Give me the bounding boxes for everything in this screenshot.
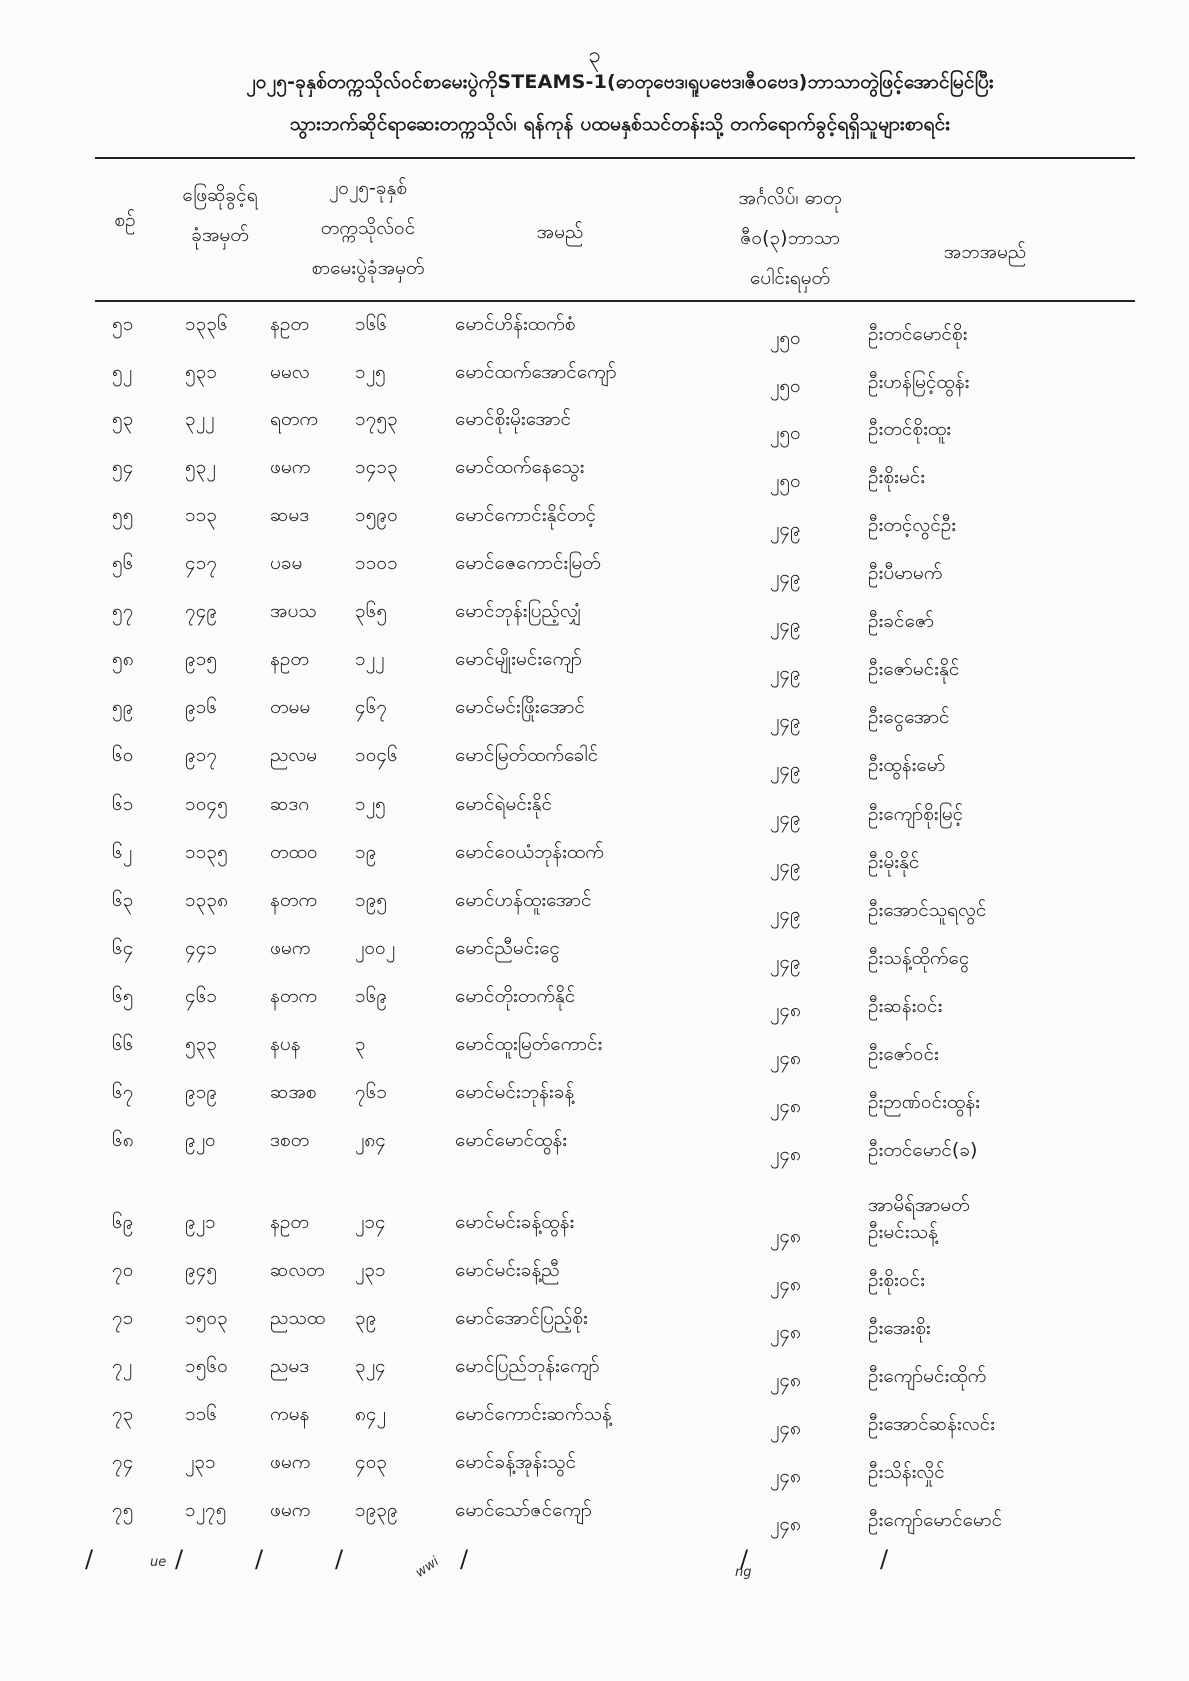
serial-cell: ၅၄: [112, 456, 134, 478]
township-code-cell: တထဝ: [270, 841, 318, 863]
permit-no-cell: ၉၁၉: [185, 1081, 218, 1103]
exam-roll-cell: ၃: [355, 1033, 366, 1055]
father-name-cell: ဦးဆန်းဝင်း: [868, 995, 943, 1017]
student-name-cell: မောင်စိုးမိုးအောင်: [455, 408, 572, 430]
header-score-line: ပေါင်းရမှတ်: [749, 267, 831, 289]
exam-roll-cell: ၁၉၃၉: [355, 1499, 398, 1521]
exam-roll-cell: ၄၀၃: [355, 1451, 388, 1473]
serial-cell: ၆၂: [112, 841, 133, 863]
exam-roll-cell: ၂၀၀၂: [355, 937, 396, 959]
father-name-cell: ဦးပီမာမက်: [868, 562, 943, 584]
township-code-cell: ညမဒ: [270, 1355, 310, 1377]
table-row: [0, 984, 1189, 1032]
exam-roll-cell: ၁၂၅: [355, 361, 386, 383]
serial-cell: ၇၃: [112, 1403, 134, 1425]
slash-mark: /: [175, 1545, 184, 1573]
father-name-cell: ဦးတင့်လွင်ဦး: [868, 514, 957, 536]
township-code-cell: နတက: [270, 889, 317, 911]
student-name-cell: မောင်ဟန်ထူးအောင်: [455, 889, 592, 911]
township-code-cell: ဆမဒ: [270, 504, 310, 526]
student-name-cell: မောင်ကောင်းဆက်သန့်: [455, 1403, 612, 1425]
father-name-cell: ဦးတင်စိုးထူး: [868, 418, 952, 440]
father-name-cell: ဦးဉာဏ်ဝင်းထွန်း: [868, 1091, 980, 1113]
header-score: [700, 178, 880, 298]
score-cell: ၂၄၉: [770, 903, 801, 925]
permit-no-cell: ၃၂၂: [185, 408, 215, 430]
student-name-cell: မောင်အောင်ပြည့်စိုး: [455, 1307, 588, 1329]
permit-no-cell: ၁၅၆၀: [185, 1355, 228, 1377]
score-cell: ၂၄၈: [770, 1047, 801, 1069]
table-row: [0, 695, 1189, 743]
score-cell: ၂၄၈: [770, 1225, 801, 1247]
student-name-cell: မောင်ထူးမြတ်ကောင်း: [455, 1033, 603, 1055]
exam-roll-cell: ၃၉: [355, 1307, 377, 1329]
exam-roll-cell: ၁၀၄၆: [355, 744, 398, 766]
exam-roll-cell: ၁၉၅: [355, 889, 388, 911]
table-row: [0, 1498, 1189, 1546]
exam-roll-cell: ၇၆၁: [355, 1081, 388, 1103]
student-name-cell: မောင်ဘုန်းပြည့်လျှံ: [455, 600, 582, 622]
header-exam-line: စာမေးပွဲခုံအမှတ်: [311, 257, 425, 279]
permit-no-cell: ၅၃၃: [185, 1033, 218, 1055]
township-code-cell: ဆဒဂ: [270, 793, 310, 815]
student-name-cell: မောင်မြတ်ထက်ခေါင်: [455, 744, 599, 766]
handwritten-initial: ng: [735, 1565, 752, 1580]
permit-no-cell: ၁၅၀၃: [185, 1307, 228, 1329]
exam-roll-cell: ၈၄၂: [355, 1403, 386, 1425]
father-name-cell: ဦးတင်မောင်(ခ): [868, 1139, 978, 1161]
document-title-line-1: ၂၀၂၅-ခုနှစ်တက္ကသိုလ်ဝင်စာမေးပွဲကိုSTEAMS-1(ဓာတုဗေဒ၊ရူပဗေဒ၊ဇီဝဗေဒ)ဘာသာတွဲဖြင့်အောင်မြင်ပြီး: [246, 71, 994, 93]
page-number: ၃: [588, 43, 601, 68]
exam-roll-cell: ၂၈၄: [355, 1129, 386, 1151]
permit-no-cell: ၉၁၇: [185, 744, 218, 766]
permit-no-cell: ၁၃၃၆: [185, 313, 228, 335]
table-row: [0, 312, 1189, 360]
exam-roll-cell: ၃၆၅: [355, 600, 388, 622]
header-exam-line: တက္ကသိုလ်ဝင်: [320, 217, 416, 239]
permit-no-cell: ၄၆၁: [185, 985, 218, 1007]
score-cell: ၂၄၉: [770, 566, 801, 588]
student-name-cell: မောင်ထက်နေသွေး: [455, 456, 585, 478]
score-cell: ၂၄၉: [770, 518, 801, 540]
score-cell: ၂၄၉: [770, 855, 801, 877]
header-permit-line: ဖြေဆိုခွင့်ရ: [182, 184, 258, 206]
score-cell: ၂၄၈: [770, 999, 801, 1021]
exam-roll-cell: ၁၄၁၃: [355, 456, 398, 478]
header-permit-line: ခုံအမှတ်: [191, 224, 249, 246]
permit-no-cell: ၁၂၇၅: [185, 1499, 227, 1521]
student-name-cell: မောင်မင်းဖြိုးအောင်: [455, 696, 585, 718]
student-name-cell: မောင်ညီမင်းငွေ: [455, 937, 560, 959]
score-cell: ၂၄၈: [770, 1095, 801, 1117]
score-cell: ၂၅၀: [770, 327, 801, 349]
permit-no-cell: ၁၁၆: [185, 1403, 218, 1425]
township-code-cell: ဖမက: [270, 456, 311, 478]
serial-cell: ၇၂: [112, 1355, 133, 1377]
permit-no-cell: ၉၁၅: [185, 648, 218, 670]
document-title-line-2: သွားဘက်ဆိုင်ရာဆေးတက္ကသိုလ်၊ ရန်ကုန် ပထမနှစ်သင်တန်းသို့ တက်ရောက်ခွင့်ရရှိသူများစာရင်း: [289, 113, 951, 135]
serial-cell: ၆၆: [112, 1033, 134, 1055]
exam-roll-cell: ၁၂၂: [355, 648, 385, 670]
township-code-cell: ညသထ: [270, 1307, 326, 1329]
township-code-cell: ကမန: [270, 1403, 310, 1425]
score-cell: ၂၄၈: [770, 1321, 801, 1343]
exam-roll-cell: ၁၇၅၃: [355, 408, 398, 430]
serial-cell: ၅၇: [112, 600, 134, 622]
township-code-cell: နဥတ: [270, 1211, 309, 1233]
township-code-cell: နဥတ: [270, 648, 309, 670]
permit-no-cell: ၁၀၄၅: [185, 793, 228, 815]
serial-cell: ၆၉: [112, 1211, 134, 1233]
table-row: [0, 1032, 1189, 1080]
permit-no-cell: ၅၃၁: [185, 361, 218, 383]
slash-mark: /: [85, 1545, 94, 1573]
serial-cell: ၅၆: [112, 552, 134, 574]
exam-roll-cell: ၁၂၅: [355, 793, 386, 815]
score-cell: ၂၄၈: [770, 1273, 801, 1295]
township-code-cell: မမလ: [270, 361, 310, 383]
exam-roll-cell: ၁၉: [355, 841, 377, 863]
serial-cell: ၆၅: [112, 985, 134, 1007]
father-name-cell: ဦးစိုးဝင်း: [868, 1269, 925, 1291]
table-row: [0, 1402, 1189, 1450]
table-row: [0, 1128, 1189, 1176]
father-name-cell: ဦးတင်မောင်စိုး: [868, 323, 968, 345]
score-cell: ၂၄၉: [770, 807, 801, 829]
table-row: [0, 1354, 1189, 1402]
header-father: အဘအမည်: [943, 241, 1027, 263]
township-code-cell: ညလမ: [270, 744, 318, 766]
table-row: [0, 455, 1189, 503]
table-row: [0, 1210, 1189, 1258]
township-code-cell: ပခမ: [270, 552, 303, 574]
header-score-line: ဇီဝ(၃)ဘာသာ: [740, 227, 840, 249]
township-code-cell: ဆလတ: [270, 1259, 325, 1281]
serial-cell: ၇၀: [112, 1259, 134, 1281]
permit-no-cell: ၁၁၃: [185, 504, 218, 526]
permit-no-cell: ၁၃၃၈: [185, 889, 228, 911]
exam-roll-cell: ၁၅၉၀: [355, 504, 398, 526]
student-name-cell: မောင်ဇေကောင်းမြတ်: [455, 552, 601, 574]
father-name-cell: ဦးကျော်မင်းထိုက်: [868, 1365, 987, 1387]
permit-no-cell: ၉၂၀: [185, 1129, 216, 1151]
score-cell: ၂၄၉: [770, 758, 801, 780]
student-name-cell: မောင်ကောင်းနိုင်တင့်: [455, 504, 596, 526]
score-cell: ၂၅၀: [770, 470, 801, 492]
township-code-cell: နပန: [270, 1033, 301, 1055]
table-row: [0, 888, 1189, 936]
township-code-cell: နတက: [270, 985, 317, 1007]
table-row: [0, 599, 1189, 647]
score-cell: ၂၄၉: [770, 710, 801, 732]
exam-roll-cell: ၁၆၆: [355, 313, 388, 335]
father-name-cell: ဦးစိုးမင်း: [868, 466, 926, 488]
student-name-cell: မောင်သော်ဇင်ကျော်: [455, 1499, 592, 1521]
table-row: [0, 840, 1189, 888]
permit-no-cell: ၅၃၂: [185, 456, 216, 478]
student-name-cell: မောင်ခန့်အုန်းသွင်: [455, 1451, 577, 1473]
serial-cell: ၅၂: [112, 361, 133, 383]
father-name-cell: ဦးဇော်မင်းနိုင်: [868, 658, 960, 680]
serial-cell: ၇၁: [112, 1307, 134, 1329]
score-cell: ၂၄၉: [770, 951, 801, 973]
student-name-cell: မောင်မင်းခန့်ထွန်း: [455, 1211, 575, 1233]
table-row: [0, 1450, 1189, 1498]
table-row: [0, 1080, 1189, 1128]
serial-cell: ၅၈: [112, 648, 134, 670]
slash-mark: /: [335, 1545, 344, 1573]
student-name-cell: မောင်ဝေယံဘုန်းထက်: [455, 841, 604, 863]
slash-mark: /: [460, 1545, 469, 1573]
father-name-cell: ဦးအောင်သူရလွင်: [868, 899, 987, 921]
father-name-cell: ဦးခင်ဇော်: [868, 610, 935, 632]
permit-no-cell: ၉၂၁: [185, 1211, 216, 1233]
father-name-cell: ဦးဟန်မြင့်ထွန်း: [868, 371, 970, 393]
serial-cell: ၆၄: [112, 937, 134, 959]
father-name-cell: ဦးအေးစိုး: [868, 1317, 931, 1339]
serial-cell: ၆၀: [112, 744, 134, 766]
slash-mark: /: [255, 1545, 264, 1573]
student-name-cell: မောင်မျိုးမင်းကျော်: [455, 648, 582, 670]
township-code-cell: ဆအစ: [270, 1081, 317, 1103]
student-name-cell: မောင်ရဲမင်းနိုင်: [455, 793, 553, 815]
exam-roll-cell: ၄၆၇: [355, 696, 388, 718]
score-cell: ၂၄၉: [770, 662, 801, 684]
permit-no-cell: ၄၄၁: [185, 937, 218, 959]
exam-roll-cell: ၁၁၀၁: [355, 552, 398, 574]
header-name: အမည်: [536, 221, 584, 243]
student-name-cell: မောင်မောင်ထွန်း: [455, 1129, 568, 1151]
serial-cell: ၇၅: [112, 1499, 134, 1521]
table-row: [0, 743, 1189, 791]
student-name-cell: မောင်ထက်အောင်ကျော်: [455, 361, 617, 383]
township-code-cell: ဖမက: [270, 1499, 311, 1521]
serial-cell: ၅၅: [112, 504, 134, 526]
serial-cell: ၆၈: [112, 1129, 134, 1151]
serial-cell: ၅၃: [112, 408, 134, 430]
table-row: [0, 407, 1189, 455]
header-exam-no: [268, 168, 468, 288]
father-name-cell: ဦးမင်းသန့်: [868, 1221, 938, 1243]
permit-no-cell: ၉၄၅: [185, 1259, 218, 1281]
father-name-note: အာမိရ်အာမတ်: [868, 1194, 970, 1216]
handwritten-initial: wwi: [412, 1554, 442, 1581]
permit-no-cell: ၁၁၃၅: [185, 841, 228, 863]
table-row: [0, 360, 1189, 408]
father-name-cell: ဦးအောင်ဆန်းလင်း: [868, 1413, 995, 1435]
township-code-cell: ဖမက: [270, 1451, 311, 1473]
student-name-cell: မောင်မင်းဘုန်းခန့်: [455, 1081, 575, 1103]
exam-roll-cell: ၃၂၄: [355, 1355, 386, 1377]
serial-cell: ၅၁: [112, 313, 134, 335]
father-name-cell: ဦးငွေအောင်: [868, 706, 950, 728]
father-name-cell: ဦးကျော်စိုးမြင့်: [868, 803, 964, 825]
father-name-cell: ဦးကျော်မောင်မောင်: [868, 1509, 1003, 1531]
table-row: [0, 1258, 1189, 1306]
score-cell: ၂၄၈: [770, 1143, 801, 1165]
father-name-cell: ဦးဇော်ဝင်း: [868, 1043, 939, 1065]
score-cell: ၂၄၈: [770, 1513, 801, 1535]
slash-mark: /: [740, 1545, 749, 1573]
township-code-cell: ဒစတ: [270, 1129, 310, 1151]
serial-cell: ၆၇: [112, 1081, 134, 1103]
student-name-cell: မောင်မင်းခန့်ညီ: [455, 1259, 560, 1281]
township-code-cell: ဖမက: [270, 937, 311, 959]
score-cell: ၂၄၈: [770, 1465, 801, 1487]
township-code-cell: ရတက: [270, 408, 319, 430]
table-row: [0, 1306, 1189, 1354]
township-code-cell: တမမ: [270, 696, 311, 718]
table-row: [0, 503, 1189, 551]
exam-roll-cell: ၂၃၁: [355, 1259, 386, 1281]
handwritten-initial: ue: [150, 1555, 167, 1570]
score-cell: ၂၅၀: [770, 375, 801, 397]
father-name-cell: ဦးမိုးနိုင်: [868, 851, 920, 873]
student-name-cell: မောင်ဟိန်းထက်စံ: [455, 313, 576, 335]
father-name-cell: ဦးထွန်းမော်: [868, 754, 946, 776]
table-row: [0, 936, 1189, 984]
score-cell: ၂၅၀: [770, 422, 801, 444]
table-row: [0, 792, 1189, 840]
score-cell: ၂၄၈: [770, 1417, 801, 1439]
table-row: [0, 647, 1189, 695]
father-name-cell: ဦးသိန်းလှိုင်: [868, 1461, 945, 1483]
header-serial: စဉ်: [114, 209, 136, 231]
exam-roll-cell: ၁၆၉: [355, 985, 388, 1007]
permit-no-cell: ၄၁၇: [185, 552, 218, 574]
serial-cell: ၅၉: [112, 696, 134, 718]
student-name-cell: မောင်ပြည်ဘုန်းကျော်: [455, 1355, 600, 1377]
township-code-cell: နဥတ: [270, 313, 309, 335]
serial-cell: ၆၃: [112, 889, 134, 911]
score-cell: ၂၄၉: [770, 614, 801, 636]
table-row: [0, 551, 1189, 599]
father-name-cell: ဦးသန့်ထိုက်ငွေ: [868, 947, 970, 969]
header-bottom-rule: [95, 300, 1135, 302]
permit-no-cell: ၂၃၁: [185, 1451, 216, 1473]
serial-cell: ၇၄: [112, 1451, 134, 1473]
slash-mark: /: [880, 1545, 889, 1573]
permit-no-cell: ၇၄၉: [185, 600, 218, 622]
exam-roll-cell: ၂၁၄: [355, 1211, 386, 1233]
student-name-cell: မောင်တိုးတက်နိုင်: [455, 985, 576, 1007]
score-cell: ၂၄၈: [770, 1369, 801, 1391]
header-top-rule: [95, 157, 1135, 159]
permit-no-cell: ၉၁၆: [185, 696, 218, 718]
header-score-line: အင်္ဂလိပ်၊ ဓာတု: [738, 187, 842, 209]
serial-cell: ၆၁: [112, 793, 134, 815]
township-code-cell: အပသ: [270, 600, 317, 622]
header-exam-line: ၂၀၂၅-ခုနှစ်: [328, 177, 408, 199]
header-permit-no: [160, 175, 280, 255]
